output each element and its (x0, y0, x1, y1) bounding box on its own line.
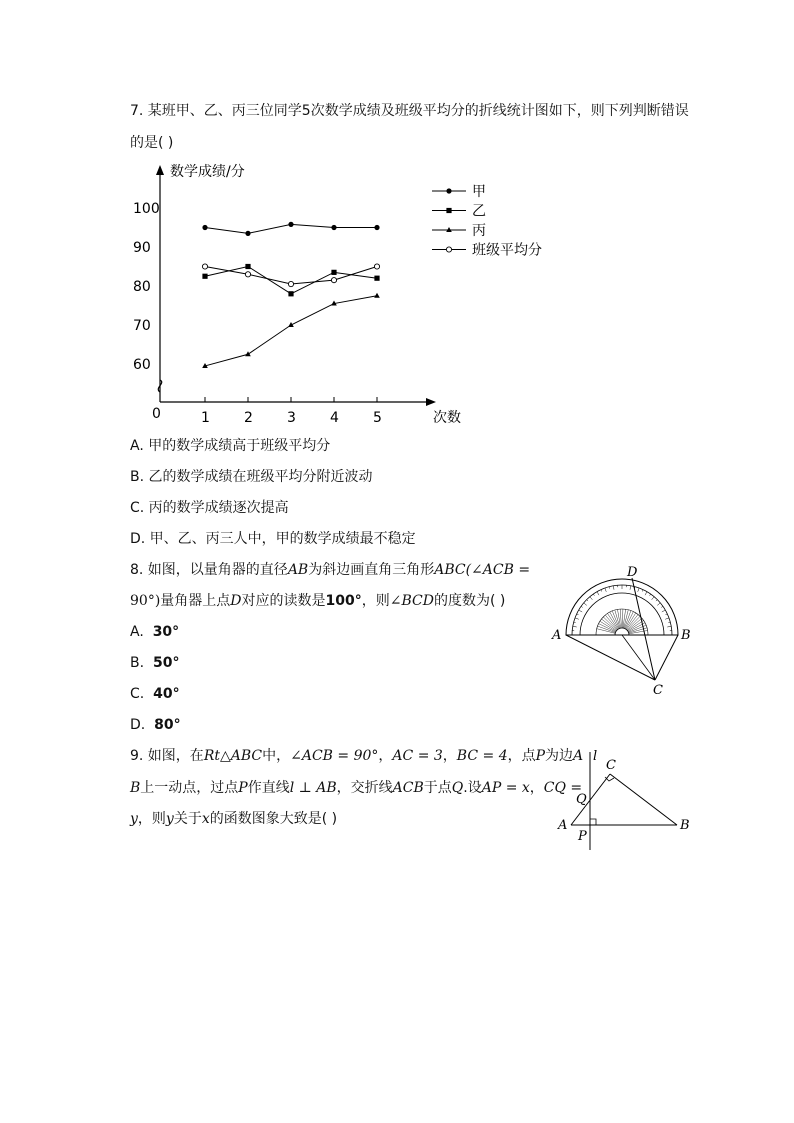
protractor-tick (609, 587, 610, 589)
q9-text: 上一动点，过点 (140, 780, 239, 796)
protractor-tick (593, 594, 594, 596)
x-tick-label: 1 (201, 410, 210, 426)
data-point (331, 270, 336, 275)
protractor-tick (665, 618, 669, 619)
protractor-tick (650, 594, 651, 596)
data-point (331, 225, 336, 230)
point-q-label: Q (576, 792, 587, 807)
legend-label: 丙 (472, 223, 486, 239)
series-甲 (202, 222, 379, 236)
protractor-tick (642, 590, 643, 592)
protractor-tick (579, 610, 582, 612)
q8-text: ，则 (361, 593, 390, 609)
protractor-ray (627, 616, 640, 630)
series-line (205, 267, 377, 294)
legend-marker (446, 208, 451, 213)
y-tick-label: 60 (133, 357, 151, 373)
data-point (245, 351, 251, 356)
option-letter: C. (130, 686, 145, 702)
protractor-tick (605, 588, 606, 592)
data-point (202, 274, 207, 279)
data-point (245, 231, 250, 236)
q8-90: 90°) (130, 593, 161, 609)
point-c-label: C (606, 758, 616, 773)
q8-angle-bcd: ∠BCD (389, 593, 434, 609)
protractor-tick (661, 606, 663, 607)
q8-option-c[interactable] (130, 684, 180, 704)
protractor-tick (630, 586, 631, 590)
q7-option-d[interactable]: D. 甲、乙、丙三人中，甲的数学成绩最不稳定 (130, 531, 416, 547)
legend-label: 甲 (472, 184, 486, 200)
option-value: 80° (154, 717, 181, 733)
q9-text: ， (529, 780, 544, 796)
q9-a: A (573, 748, 584, 764)
series-乙 (202, 264, 379, 297)
q9-cond1: ∠ACB = 90° (290, 748, 379, 764)
q7-option-b[interactable]: B. 乙的数学成绩在班级平均分附近波动 (130, 469, 373, 485)
option-letter: D. (130, 717, 146, 733)
protractor-tick (652, 597, 655, 600)
legend-marker (446, 188, 451, 193)
q9-text: ， (442, 748, 457, 764)
point-c-label: C (653, 683, 663, 698)
protractor-tick (666, 614, 668, 615)
q9-y: y (165, 811, 174, 827)
point-d-label: D (627, 565, 638, 580)
q9-stem-line3 (130, 809, 337, 829)
q8-text: 的度数为( ) (433, 593, 506, 609)
q9-x: x (201, 811, 210, 827)
q8-option-a[interactable] (130, 622, 179, 642)
protractor-tick (601, 590, 602, 592)
point-a-label: A (558, 818, 568, 833)
data-point (374, 293, 380, 298)
protractor-tick (638, 588, 639, 592)
label-l: l (593, 749, 598, 764)
option-value: 50° (152, 655, 180, 671)
protractor-tick (573, 626, 577, 627)
data-point (288, 291, 293, 296)
q9-p: P (535, 748, 546, 764)
protractor-tick (574, 622, 576, 623)
x-tick-label: 3 (287, 410, 296, 426)
point-b-label: B (680, 818, 690, 833)
protractor-tick (584, 603, 587, 606)
q9-text: 作直线 (247, 780, 290, 796)
data-point (374, 264, 379, 269)
q9-text: ， (378, 748, 393, 764)
protractor-tick (656, 600, 657, 601)
protractor-tick (668, 622, 670, 623)
q7-stem-line2: 的是( ) (130, 135, 174, 151)
q8-option-d[interactable] (130, 715, 181, 735)
series-line (205, 296, 377, 366)
protractor-ray (597, 629, 615, 634)
q9-cond2: AC = 3 (392, 748, 443, 764)
q8-option-b[interactable] (130, 653, 179, 673)
q7-option-c[interactable]: C. 丙的数学成绩逐次提高 (130, 500, 289, 516)
protractor-ray (599, 624, 616, 632)
y-tick-label: 100 (133, 201, 160, 217)
x-tick-label: 2 (244, 410, 253, 426)
series-丙 (202, 293, 380, 368)
y-tick-label: 90 (133, 240, 151, 256)
legend-label: 班级平均分 (472, 242, 542, 259)
data-point (202, 225, 207, 230)
q9-cond3: BC = 4 (456, 748, 508, 764)
q9-text: ，则 (137, 811, 166, 827)
point-a-label: A (552, 628, 562, 643)
q9-text: 于点 (423, 780, 452, 796)
q9-stem-line1 (130, 746, 583, 766)
option-letter: A. (130, 624, 144, 640)
x-tick-label: 5 (373, 410, 382, 426)
q8-text: 8. 如图，以量角器的直径 (130, 562, 288, 578)
protractor-tick (587, 600, 588, 601)
q9-cq: CQ = (543, 780, 583, 796)
q8-100deg: 100° (325, 593, 362, 609)
q9-text: ，交折线 (336, 780, 393, 796)
q9-q: Q (451, 780, 464, 796)
data-point (245, 264, 250, 269)
data-point (374, 276, 379, 281)
q9-y: y (130, 811, 138, 827)
data-point (288, 222, 293, 227)
q9-text: 为边 (545, 748, 574, 764)
q8-protractor-figure (545, 560, 705, 700)
q8-abc: ABC(∠ACB = (434, 562, 531, 578)
q8-text: 对应的读数是 (241, 593, 326, 609)
q7-line-chart (125, 155, 565, 430)
protractor-tick (657, 603, 660, 606)
protractor-ray (627, 618, 642, 630)
q9-text: 的函数图象大致是( ) (209, 811, 338, 827)
q9-rt: Rt△ABC (203, 748, 263, 764)
legend-marker (446, 247, 451, 252)
protractor-ray (622, 609, 623, 628)
data-point (245, 272, 250, 277)
legend-label: 乙 (472, 203, 486, 220)
q8-text: 为斜边画直角三角形 (308, 562, 435, 578)
q9-text: 中， (262, 748, 291, 764)
q8-text: 量角器上点 (160, 593, 231, 609)
protractor-tick (667, 626, 671, 627)
data-point (288, 281, 293, 286)
origin-label: 0 (152, 406, 161, 422)
protractor-ray (603, 617, 617, 630)
q9-text: 关于 (173, 811, 202, 827)
q9-triangle-figure (550, 742, 700, 854)
protractor-tick (662, 610, 665, 612)
q9-b: B (130, 780, 141, 796)
q9-text: 9. 如图，在 (130, 748, 204, 764)
protractor-tick (613, 586, 614, 590)
option-letter: B. (130, 655, 145, 671)
option-value: 40° (153, 686, 180, 702)
q8-stem-line1 (130, 560, 530, 580)
protractor-tick (590, 597, 593, 600)
protractor-tick (575, 618, 579, 619)
q9-text: ，点 (507, 748, 536, 764)
point-p-label: P (578, 829, 587, 844)
x-axis-label: 次数 (433, 410, 461, 426)
data-point (331, 278, 336, 283)
q7-stem-line1: 7. 某班甲、乙、丙三位同学5次数学成绩及班级平均分的折线统计图如下，则下列判断错误 (130, 103, 689, 119)
x-tick-label: 4 (330, 410, 339, 426)
q9-p: P (238, 780, 248, 796)
protractor-tick (581, 606, 583, 607)
protractor-ray (625, 612, 633, 629)
protractor-ray (605, 615, 617, 630)
q8-ab: AB (287, 562, 309, 578)
chart-axes (156, 165, 436, 406)
y-axis-label: 数学成绩/分 (170, 164, 245, 180)
data-point (202, 264, 207, 269)
protractor-tick (597, 592, 599, 595)
protractor-tick (645, 592, 647, 595)
q9-stem-line2 (130, 778, 582, 798)
point-b-label: B (681, 628, 691, 643)
q8-stem-line2 (130, 591, 505, 611)
q9-acb: ACB (392, 780, 424, 796)
data-point (374, 225, 379, 230)
q9-perp: l ⊥ AB (289, 780, 337, 796)
option-value: 30° (152, 624, 180, 640)
q7-option-a[interactable]: A. 甲的数学成绩高于班级平均分 (130, 438, 331, 454)
y-tick-label: 80 (133, 279, 151, 295)
protractor-tick (577, 614, 579, 615)
y-tick-label: 70 (133, 318, 151, 334)
q9-text: .设 (463, 780, 482, 796)
q8-d: D (230, 593, 242, 609)
q9-ap: AP = x (481, 780, 530, 796)
